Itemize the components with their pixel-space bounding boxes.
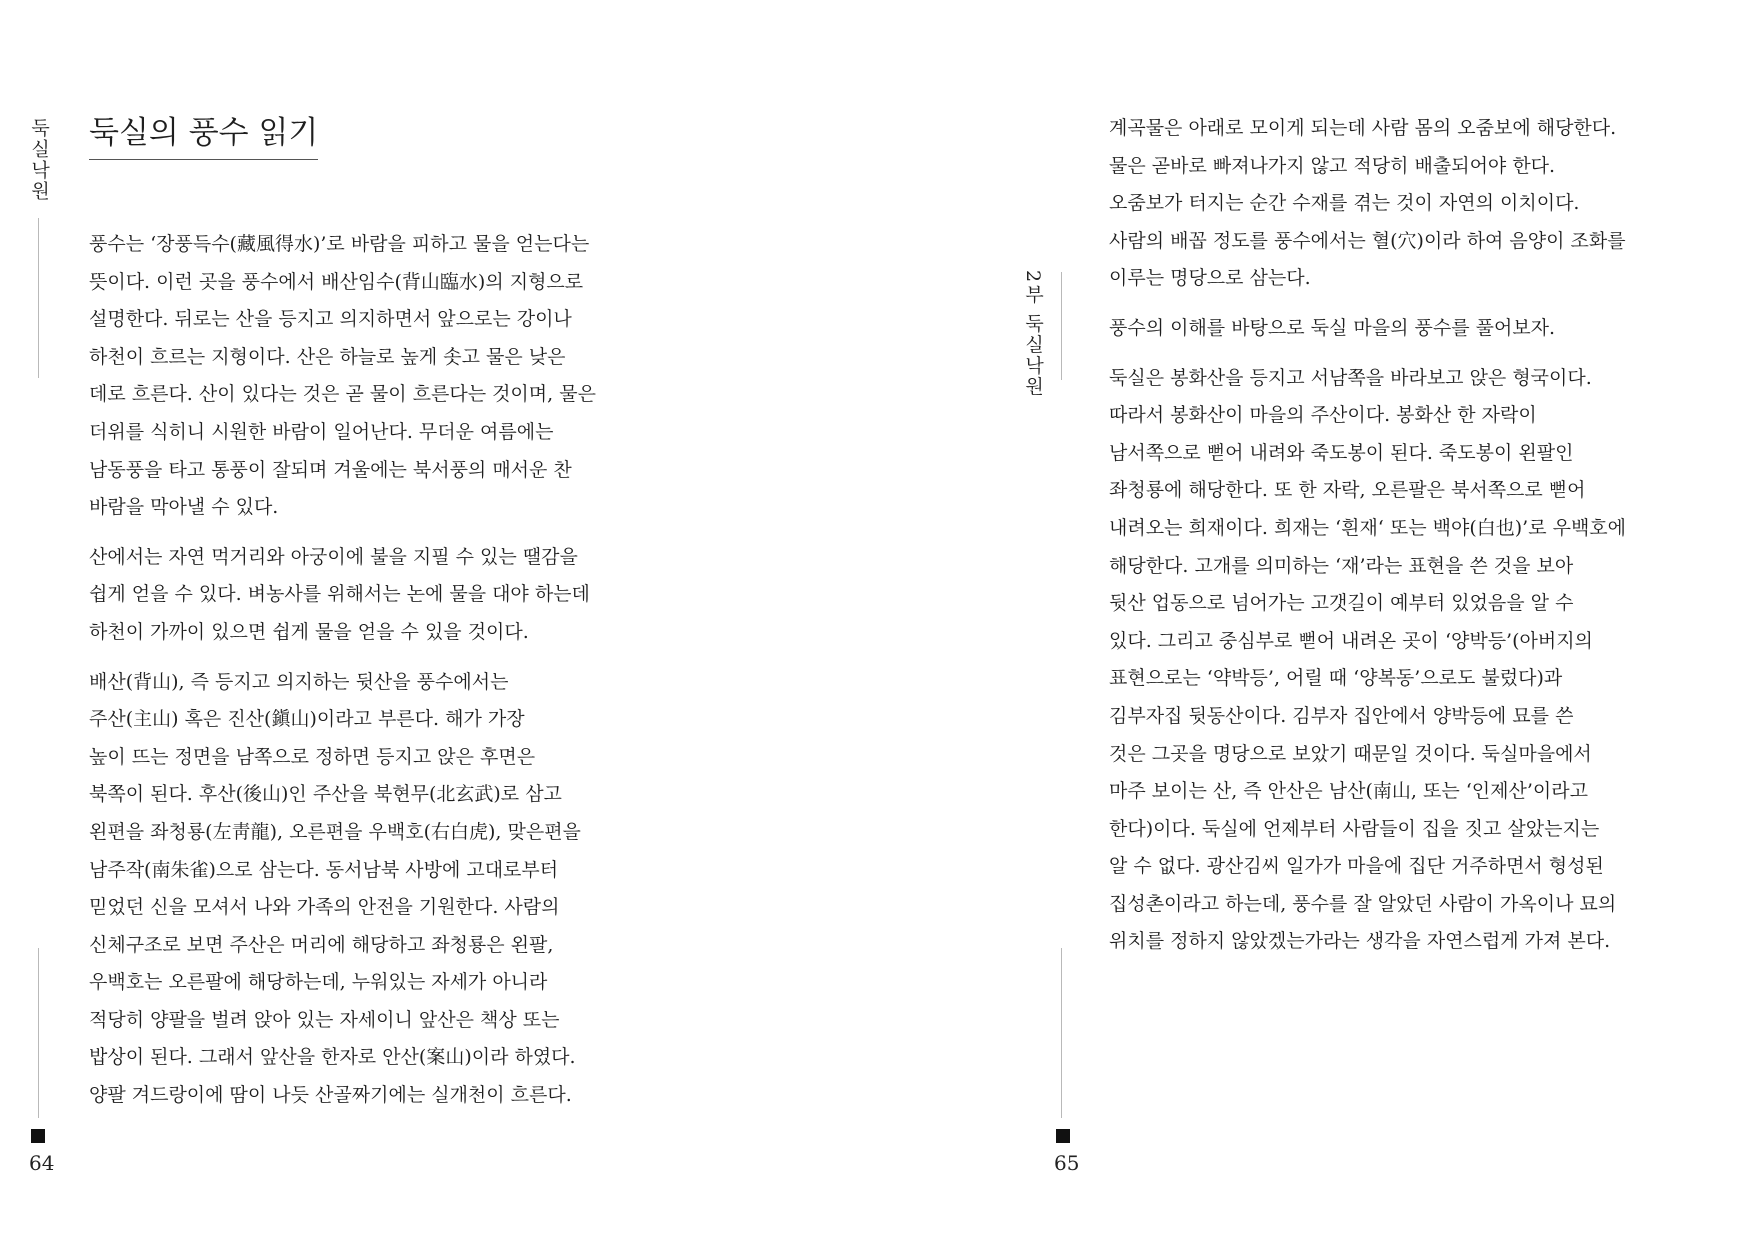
running-head: 2부 둑실낙원 (1022, 270, 1044, 398)
margin-rule (38, 218, 39, 378)
text-line: 더위를 식히니 시원한 바람이 일어난다. 무더운 여름에는 (89, 420, 554, 443)
paragraph (89, 226, 649, 527)
text-line: 배산(背山), 즉 등지고 의지하는 뒷산을 풍수에서는 (89, 670, 509, 693)
paragraph (1109, 360, 1669, 962)
text-line: 주산(主山) 혹은 진산(鎭山)이라고 부른다. 해가 가장 (89, 708, 525, 731)
text-line: 왼편을 좌청룡(左靑龍), 오른편을 우백호(右白虎), 맞은편을 (89, 820, 581, 843)
right-page (874, 0, 1749, 1241)
text-line: 계곡물은 아래로 모이게 되는데 사람 몸의 오줌보에 해당한다. (1109, 117, 1617, 139)
text-line: 내려오는 희재이다. 희재는 ‘흰재‘ 또는 백야(白也)’로 우백호에 (1109, 516, 1627, 539)
paragraph (1109, 310, 1669, 348)
text-line: 바람을 막아낼 수 있다. (89, 496, 279, 519)
text-line: 둑실은 봉화산을 등지고 서남쪽을 바라보고 앉은 형국이다. (1109, 366, 1592, 389)
text-line: 한다)이다. 둑실에 언제부터 사람들이 집을 짓고 살았는지는 (1109, 817, 1600, 840)
text-line: 좌청룡에 해당한다. 또 한 자락, 오른팔은 북서쪽으로 뻗어 (1109, 479, 1586, 502)
page-number: 64 (29, 1151, 55, 1175)
text-line: 뜻이다. 이런 곳을 풍수에서 배산임수(背山臨水)의 지형으로 (89, 270, 584, 293)
paragraph (89, 664, 649, 1115)
text-line: 뒷산 업동으로 넘어가는 고갯길이 예부터 있었음을 알 수 (1109, 592, 1574, 615)
body-text (1109, 110, 1669, 973)
text-line: 마주 보이는 산, 즉 안산은 남산(南山, 또는 ‘인제산’이라고 (1109, 780, 1588, 803)
text-line: 우백호는 오른팔에 해당하는데, 누워있는 자세가 아니라 (89, 971, 548, 994)
left-page (0, 0, 874, 1241)
text-line: 것은 그곳을 명당으로 보았기 때문일 것이다. 둑실마을에서 (1109, 742, 1592, 765)
text-line: 양팔 겨드랑이에 땀이 나듯 산골짜기에는 실개천이 흐른다. (89, 1084, 572, 1107)
text-line: 이루는 명당으로 삼는다. (1109, 267, 1311, 290)
margin-rule (1061, 272, 1062, 380)
text-line: 풍수의 이해를 바탕으로 둑실 마을의 풍수를 풀어보자. (1109, 316, 1556, 339)
text-line: 집성촌이라고 하는데, 풍수를 잘 알았던 사람이 가옥이나 묘의 (1109, 892, 1617, 915)
text-line: 따라서 봉화산이 마을의 주산이다. 봉화산 한 자락이 (1109, 404, 1537, 427)
text-line: 표현으로는 ‘약박등’, 어릴 때 ‘양복동’으로도 불렀다)과 (1109, 667, 1563, 690)
text-line: 높이 뜨는 정면을 남쪽으로 정하면 등지고 앉은 후면은 (89, 745, 536, 768)
text-line: 밥상이 된다. 그래서 앞산을 한자로 안산(案山)이라 하였다. (89, 1046, 576, 1069)
running-head: 둑실낙원 (28, 118, 50, 202)
text-line: 알 수 없다. 광산김씨 일가가 마을에 집단 거주하면서 형성된 (1109, 855, 1604, 878)
text-line: 있다. 그리고 중심부로 뻗어 내려온 곳이 ‘양박등’(아버지의 (1109, 629, 1593, 652)
body-text (89, 226, 649, 1127)
text-line: 적당히 양팔을 벌려 앉아 있는 자세이니 앞산은 책상 또는 (89, 1008, 560, 1031)
text-line: 데로 흐른다. 산이 있다는 것은 곧 물이 흐른다는 것이며, 물은 (89, 383, 596, 406)
text-line: 하천이 가까이 있으면 쉽게 물을 얻을 수 있을 것이다. (89, 620, 529, 643)
margin-rule (1061, 948, 1062, 1118)
text-line: 설명한다. 뒤로는 산을 등지고 의지하면서 앞으로는 강이나 (89, 308, 572, 331)
text-line: 사람의 배꼽 정도를 풍수에서는 혈(穴)이라 하여 음양이 조화를 (1109, 229, 1626, 252)
paragraph (89, 539, 649, 652)
text-line: 풍수는 ‘장풍득수(藏風得水)’로 바람을 피하고 물을 얻는다는 (89, 233, 590, 255)
text-line: 믿었던 신을 모셔서 나와 가족의 안전을 기원한다. 사람의 (89, 896, 560, 919)
text-line: 해당한다. 고개를 의미하는 ‘재’라는 표현을 쓴 것을 보아 (1109, 554, 1574, 577)
page-number: 65 (1054, 1151, 1080, 1175)
text-line: 오줌보가 터지는 순간 수재를 겪는 것이 자연의 이치이다. (1109, 192, 1580, 215)
text-line: 신체구조로 보면 주산은 머리에 해당하고 좌청룡은 왼팔, (89, 933, 554, 956)
chapter-title: 둑실의 풍수 읽기 (89, 113, 318, 160)
text-line: 물은 곧바로 빠져나가지 않고 적당히 배출되어야 한다. (1109, 154, 1556, 177)
page-marker (31, 1129, 45, 1143)
text-line: 산에서는 자연 먹거리와 아궁이에 불을 지필 수 있는 땔감을 (89, 545, 578, 568)
text-line: 위치를 정하지 않았겠는가라는 생각을 자연스럽게 가져 본다. (1109, 930, 1611, 953)
margin-rule (38, 948, 39, 1118)
paragraph (1109, 110, 1669, 298)
text-line: 남동풍을 타고 통풍이 잘되며 겨울에는 북서풍의 매서운 찬 (89, 458, 572, 481)
text-line: 남주작(南朱雀)으로 삼는다. 동서남북 사방에 고대로부터 (89, 858, 559, 881)
page-marker (1056, 1129, 1070, 1143)
text-line: 하천이 흐르는 지형이다. 산은 하늘로 높게 솟고 물은 낮은 (89, 345, 566, 368)
text-line: 김부자집 뒷동산이다. 김부자 집안에서 양박등에 묘를 쓴 (1109, 704, 1574, 727)
text-line: 남서쪽으로 뻗어 내려와 죽도봉이 된다. 죽도봉이 왼팔인 (1109, 441, 1574, 464)
text-line: 북쪽이 된다. 후산(後山)인 주산을 북현무(北玄武)로 삼고 (89, 783, 562, 806)
text-line: 쉽게 얻을 수 있다. 벼농사를 위해서는 논에 물을 대야 하는데 (89, 583, 590, 606)
